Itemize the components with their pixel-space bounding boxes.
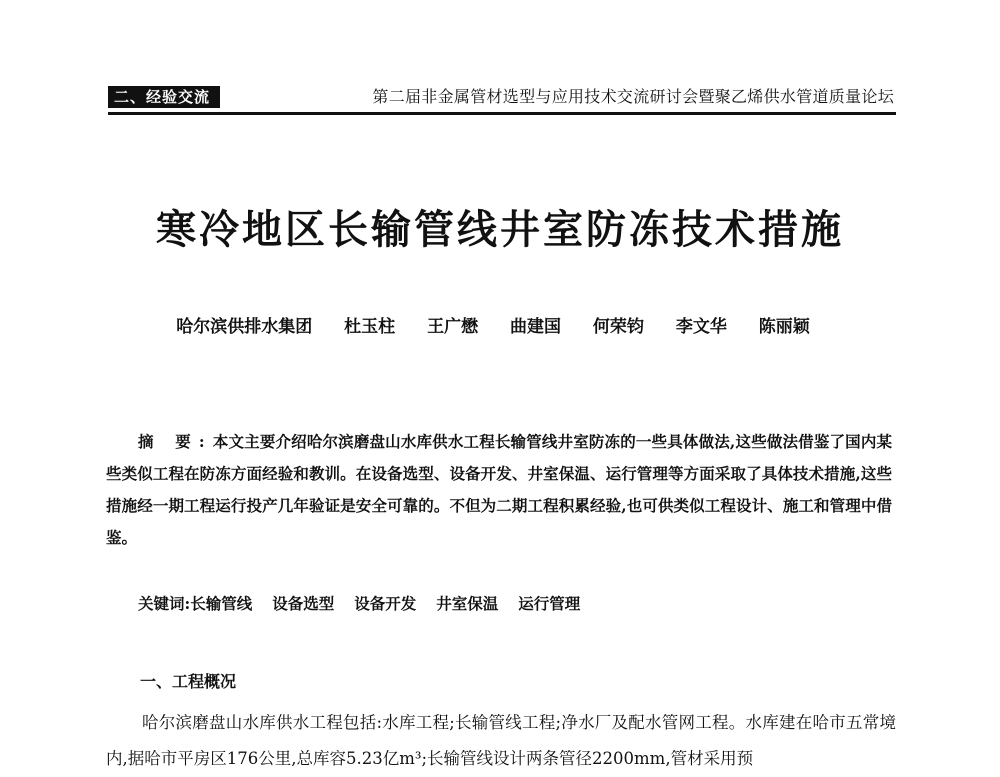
section-heading: 一、工程概况 [140, 672, 237, 691]
section-body-text: 哈尔滨磨盘山水库供水工程包括:水库工程;长输管线工程;净水厂及配水管网工程。水库建在哈市五常境内,据哈市平房区176公里,总库容5.23亿m³;长输管线设计两条管径2200mm,管材采用预 [106, 713, 896, 768]
section-tag: 二、经验交流 [108, 86, 220, 108]
keyword: 运行管理 [518, 594, 581, 613]
page-header [108, 86, 896, 112]
affiliation: 哈尔滨供排水集团 [176, 317, 313, 337]
abstract-text: 本文主要介绍哈尔滨磨盘山水库供水工程长输管线井室防冻的一些具体做法,这些做法借鉴了国内某些类似工程在防冻方面经验和教训。在设备选型、设备开发、井室保温、运行管理等方面采取了具体技术措施,这些措施经一期工程运行投产几年验证是安全可靠的。不但为二期工程积累经验,也可供类似工程设计、施工和管理中借鉴。 [106, 432, 893, 547]
keyword: 设备选型 [272, 594, 335, 613]
author: 何荣钧 [592, 317, 644, 337]
author: 杜玉柱 [344, 317, 396, 337]
author-line [0, 312, 1000, 337]
keyword: 长输管线 [190, 594, 253, 613]
author: 李文华 [675, 317, 727, 337]
keyword: 井室保温 [436, 594, 499, 613]
abstract-label: 摘 要: [138, 432, 213, 451]
author: 陈丽颖 [758, 317, 810, 337]
keywords [138, 592, 898, 614]
author: 王广懋 [427, 317, 479, 337]
conference-title: 第二届非金属管材选型与应用技术交流研讨会暨聚乙烯供水管道质量论坛 [372, 87, 894, 106]
header-rule [108, 112, 896, 115]
abstract [106, 426, 892, 554]
keywords-label: 关键词: [138, 594, 191, 613]
keyword: 设备开发 [354, 594, 417, 613]
author: 曲建国 [510, 317, 561, 337]
paper-title: 寒冷地区长输管线井室防冻技术措施 [156, 206, 844, 253]
